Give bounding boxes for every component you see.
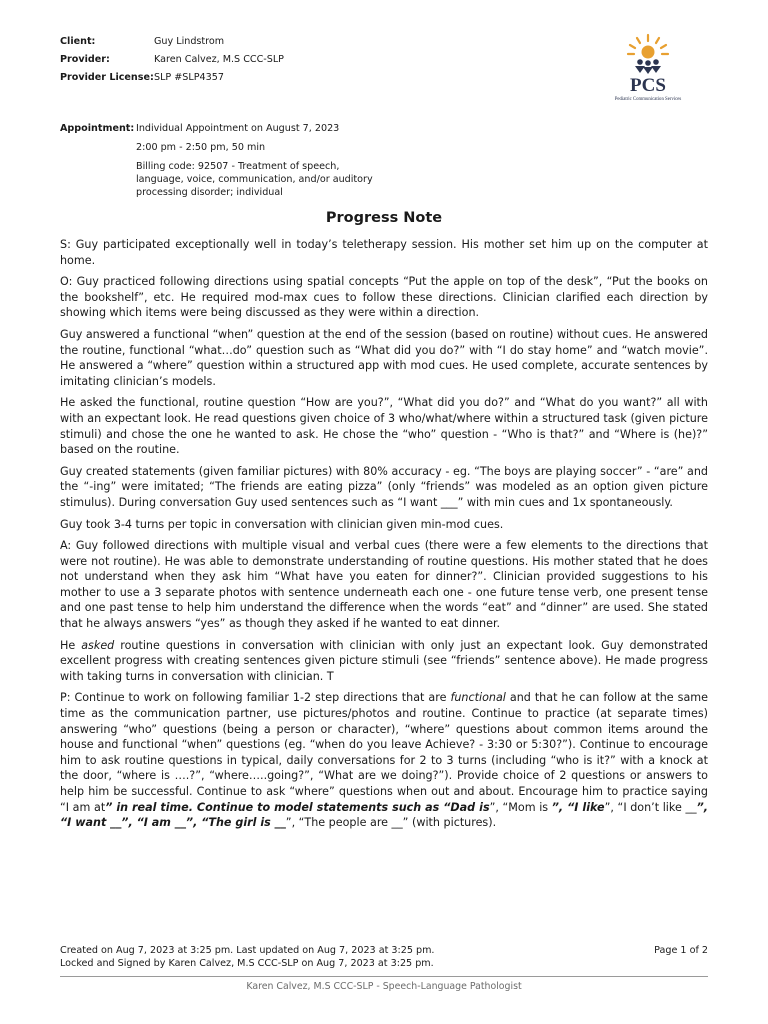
created-timestamp: Created on Aug 7, 2023 at 3:25 pm. Last updated on Aug 7, 2023 at 3:25 pm. [60,945,435,956]
text-run: ”, “Mom is [489,800,552,814]
bold-italic-text: ”, “I want __”, “I am __”, “The girl is __ [60,800,709,830]
provider-row [60,53,284,71]
billing-code: Billing code: 92507 - Treatment of speech, language, voice, communication, and/or auditory processing disorder; individual [136,161,373,198]
signed-timestamp: Locked and Signed by Karen Calvez, M.S CCC-SLP on Aug 7, 2023 at 3:25 pm. [60,958,434,969]
logo-text: PCS [630,75,666,96]
client-info-table [60,35,284,89]
plan-paragraph [60,690,708,830]
assessment-paragraph: A: Guy followed directions with multiple visual and verbal cues (there were a few elements to the directions that were not routine). He was able to demonstrate understanding of routine questions. His mother stated that he does not understand when they ask him “What have you eaten for dinner?”. Clinician provided suggestions to his mother to use a 3 separate photos with sentence underneath each one - one future tense verb, one present tense and one past tense to help him understand the difference when the words “eat” and “dinner” are used. She stated that he always answers “yes” as though they asked if he wanted to eat dinner. [60,539,708,631]
text-run: He [60,638,82,652]
appointment-time: 2:00 pm - 2:50 pm, 50 min [136,142,266,153]
note-body [60,237,708,837]
objective-paragraph: Guy answered a functional “when” question at the end of the session (based on routine) without cues. He answered the routine, functional “what…do” question such as “What did you do?” with “I do stay home” and “watch movie”. He answered a “where” question within a structured app with mod cues. He used complete, accurate sentences by imitating clinician’s models. [60,327,708,388]
license-row [60,71,284,89]
footer-divider [60,976,708,977]
subjective-paragraph: S: Guy participated exceptionally well in today’s teletherapy session. His mother set him up on the computer at home. [60,238,708,267]
sun-logo-icon [590,32,710,108]
license-value: SLP #SLP4357 [154,72,224,83]
emphasis-text: functional [450,691,506,705]
pcs-logo [590,32,710,108]
text-run: routine questions in conversation with clinician with only just an expectant look. Guy demonstrated excellent progress with creating sentences given picture stimuli (see “friends” sentence above). He made progress with taking turns in conversation with clinician. T [60,638,708,683]
text-run: P: Continue to work on following familiar 1-2 step directions that are [60,691,451,705]
objective-paragraph: O: Guy practiced following directions using spatial concepts “Put the apple on top of the desk”, “Put the books on the bookshelf”, etc. He required mod-max cues to follow these directions. Clinician clarified each direction by showing which items were being discussed as they were within a direction. [60,275,708,320]
provider-value: Karen Calvez, M.S CCC-SLP [154,54,284,65]
footer-provider: Karen Calvez, M.S CCC-SLP - Speech-Language Pathologist [246,981,522,992]
appointment-type: Individual Appointment on August 7, 2023 [136,123,340,134]
page-number: Page 1 of 2 [654,945,708,956]
page-title: Progress Note [325,210,443,226]
text-run: ”, “The people are __” (with pictures). [285,816,497,830]
assessment-paragraph [60,638,708,685]
objective-paragraph: Guy took 3-4 turns per topic in conversation with clinician given min-mod cues. [60,517,504,531]
bold-italic-text: ”, “I like [551,800,605,814]
appointment-section [60,122,376,199]
client-label: Client: [60,36,96,47]
objective-paragraph: He asked the functional, routine question “How are you?”, “What did you do?” and “What do you want?” all with with an expectant look. He read questions given choice of 3 who/what/where within a structured task (given picture stimuli) and chose the one he wanted to ask. He chose the “who” question - “Who is that?” and “Where is (he)?” based on the routine. [60,396,708,457]
bold-italic-text: ” in real time. Continue to model statements such as “Dad is [105,800,490,814]
text-run: and that he can follow at the same time as the communication partner, use pictures/photos and routine. Continue to practice (at separate times) answering “who” questions (being a person or character), “where” questions about common items around the house and functional “when” questions (eg. “when do you leave Achieve? - 3:30 or 5:30?”). Continue to encourage him to ask routine questions in typical, daily conversations for 2 to 3 turns (including “who is it?” with a knock at the door, “where is ….?”, “where…..going?”, “What are we doing?”). Provide choice of 2 questions or answers to help him be successful. Continue to ask “where” questions when out and about. Encourage him to practice saying “I am at [60,691,708,814]
provider-label: Provider: [60,54,110,65]
appointment-label: Appointment: [60,123,135,134]
license-label: Provider License: [60,72,154,83]
text-run: ”, “I don’t like __ [604,800,697,814]
emphasis-text: asked [81,638,115,652]
objective-paragraph: Guy created statements (given familiar pictures) with 80% accuracy - eg. “The boys are playing soccer” - “are” and the “-ing” were imitated; “The friends are eating pizza” (only “friends” was modeled as an option given picture stimulus). During conversation Guy used sentences such as “I want ___” with min cues and 1x spontaneously. [60,464,708,509]
client-row [60,35,284,53]
logo-tagline: Pediatric Communication Services [614,97,682,102]
footer-timestamps [60,944,434,970]
client-value: Guy Lindstrom [154,36,225,47]
